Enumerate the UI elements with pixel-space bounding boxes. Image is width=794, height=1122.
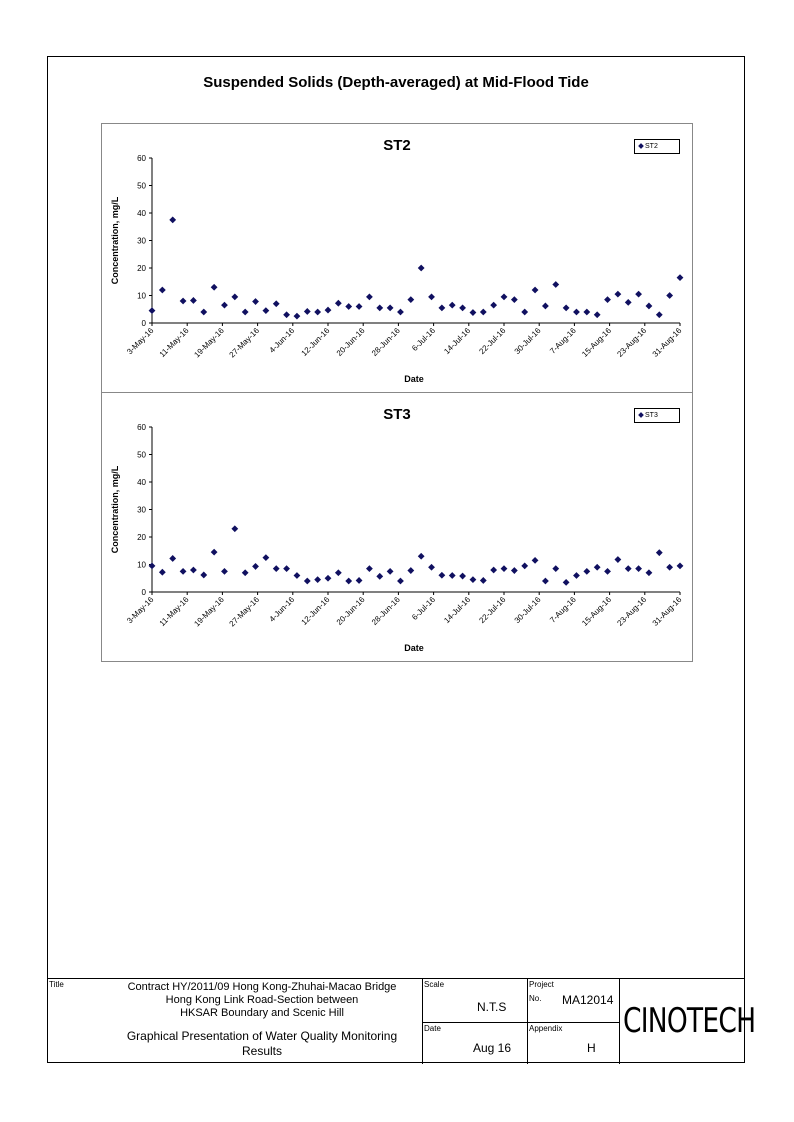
x-tick-label: 31-Aug-16: [650, 595, 684, 628]
data-point: [335, 300, 342, 307]
data-point: [573, 309, 580, 316]
data-point: [407, 567, 414, 574]
x-tick-label: 20-Jun-16: [334, 326, 367, 358]
x-tick-label: 20-Jun-16: [334, 595, 367, 627]
y-tick-label: 60: [137, 154, 146, 163]
company-logo: CINOTECH: [623, 1001, 756, 1041]
data-point: [387, 304, 394, 311]
data-point: [356, 303, 363, 310]
data-point: [418, 553, 425, 560]
data-point: [490, 567, 497, 574]
appendix-value: H: [587, 1041, 596, 1055]
data-point: [449, 302, 456, 309]
x-tick-label: 23-Aug-16: [615, 326, 649, 359]
data-point: [273, 300, 280, 307]
project-no-label: No.: [529, 994, 542, 1003]
data-point: [490, 302, 497, 309]
data-point: [594, 564, 601, 571]
data-point: [273, 565, 280, 572]
x-tick-label: 7-Aug-16: [548, 595, 578, 625]
data-point: [480, 577, 487, 584]
data-point: [604, 296, 611, 303]
data-point: [428, 564, 435, 571]
data-point: [314, 576, 321, 583]
data-point: [242, 569, 249, 576]
project-no-value: MA12014: [562, 993, 614, 1007]
x-tick-label: 19-May-16: [192, 326, 226, 360]
y-tick-label: 40: [137, 209, 146, 218]
data-point: [604, 568, 611, 575]
data-point: [418, 265, 425, 272]
data-point: [614, 291, 621, 298]
data-point: [625, 565, 632, 572]
y-tick-label: 10: [137, 560, 146, 570]
x-tick-label: 28-Jun-16: [369, 595, 402, 627]
data-point: [594, 311, 601, 318]
x-tick-label: 28-Jun-16: [369, 326, 402, 358]
data-point: [501, 565, 508, 572]
data-point: [407, 296, 414, 303]
data-point: [677, 562, 684, 569]
data-point: [635, 291, 642, 298]
data-point: [397, 309, 404, 316]
data-point: [470, 309, 477, 316]
date-value: Aug 16: [473, 1041, 512, 1055]
page-title: Suspended Solids (Depth-averaged) at Mid-Flood Tide: [203, 74, 589, 91]
data-point: [169, 555, 176, 562]
description-line-1: Graphical Presentation of Water Quality Monitoring: [126, 1029, 398, 1043]
data-point: [646, 303, 653, 310]
title-label: Title: [49, 980, 64, 989]
x-tick-label: 3-May-16: [125, 595, 156, 626]
data-point: [314, 309, 321, 316]
data-point: [677, 274, 684, 281]
y-tick-label: 60: [137, 423, 146, 432]
data-point: [563, 579, 570, 586]
x-tick-label: 15-Aug-16: [580, 326, 614, 359]
chart-st2-svg: [102, 124, 694, 394]
data-point: [190, 297, 197, 304]
x-axis-label: Date: [404, 374, 424, 384]
data-point: [200, 309, 207, 316]
data-point: [459, 304, 466, 311]
contract-line-3: HKSAR Boundary and Scenic Hill: [180, 1007, 344, 1019]
appendix-label: Appendix: [529, 1024, 563, 1033]
x-tick-label: 14-Jul-16: [442, 595, 473, 626]
contract-line-1: Contract HY/2011/09 Hong Kong-Zhuhai-Macao Bridge: [127, 981, 397, 993]
date-label: Date: [424, 1024, 441, 1033]
y-tick-label: 40: [137, 478, 146, 487]
x-tick-label: 30-Jul-16: [512, 326, 543, 357]
x-tick-label: 15-Aug-16: [580, 595, 614, 628]
data-point: [190, 567, 197, 574]
chart-st2-legend: [634, 139, 680, 154]
y-tick-label: 20: [137, 264, 146, 273]
x-tick-label: 22-Jul-16: [477, 326, 508, 357]
data-point: [376, 573, 383, 580]
data-point: [366, 293, 373, 300]
data-point: [376, 304, 383, 311]
data-point: [252, 563, 259, 570]
chart-title: ST2: [383, 137, 411, 154]
data-point: [231, 293, 238, 300]
x-tick-label: 31-Aug-16: [650, 326, 684, 359]
data-point: [211, 549, 218, 556]
data-point: [345, 303, 352, 310]
x-axis-label: Date: [404, 643, 424, 653]
data-point: [180, 568, 187, 575]
x-tick-label: 4-Jun-16: [267, 595, 297, 624]
data-point: [666, 564, 673, 571]
x-tick-label: 6-Jul-16: [410, 595, 438, 622]
x-tick-label: 19-May-16: [192, 595, 226, 629]
data-point: [221, 302, 228, 309]
y-axis-label: Concentration, mg/L: [110, 465, 120, 554]
x-tick-label: 3-May-16: [125, 326, 156, 357]
data-point: [231, 525, 238, 532]
data-point: [325, 575, 332, 582]
data-point: [387, 568, 394, 575]
data-point: [397, 578, 404, 585]
chart-st2: [101, 123, 693, 393]
data-point: [242, 309, 249, 316]
data-point: [511, 567, 518, 574]
x-tick-label: 12-Jun-16: [299, 595, 332, 627]
data-point: [542, 303, 549, 310]
y-tick-label: 0: [141, 588, 146, 597]
data-point: [459, 573, 466, 580]
data-point: [614, 556, 621, 563]
x-tick-label: 27-May-16: [227, 595, 262, 629]
data-point: [149, 562, 156, 569]
x-tick-label: 23-Aug-16: [615, 595, 649, 628]
y-tick-label: 10: [137, 291, 146, 301]
title-block-divider: [619, 979, 620, 1064]
data-point: [635, 565, 642, 572]
y-tick-label: 50: [137, 450, 146, 460]
data-point: [428, 293, 435, 300]
x-tick-label: 6-Jul-16: [410, 326, 438, 353]
legend-marker-icon: [638, 143, 644, 149]
data-point: [180, 298, 187, 305]
data-point: [563, 304, 570, 311]
data-point: [211, 284, 218, 291]
x-tick-label: 11-May-16: [157, 326, 191, 360]
project-label: Project: [529, 980, 554, 989]
data-point: [304, 578, 311, 585]
chart-title: ST3: [383, 406, 411, 423]
chart-st3: [101, 392, 693, 662]
x-tick-label: 11-May-16: [157, 595, 191, 629]
data-point: [532, 557, 539, 564]
scale-value: N.T.S: [477, 1000, 507, 1014]
data-point: [532, 287, 539, 294]
legend-label-st3: ST3: [645, 412, 658, 419]
data-point: [262, 554, 269, 561]
legend-marker-icon: [638, 412, 644, 418]
scale-label: Scale: [424, 980, 445, 989]
data-point: [283, 565, 290, 572]
data-point: [449, 572, 456, 579]
y-axis-label: Concentration, mg/L: [110, 196, 120, 285]
data-point: [552, 565, 559, 572]
x-tick-label: 14-Jul-16: [442, 326, 473, 357]
data-point: [470, 576, 477, 583]
data-point: [304, 308, 311, 315]
data-point: [252, 298, 259, 305]
title-block: [47, 978, 756, 1063]
x-tick-label: 12-Jun-16: [299, 326, 332, 358]
x-tick-label: 22-Jul-16: [477, 595, 508, 626]
data-point: [552, 281, 559, 288]
data-point: [511, 296, 518, 303]
data-point: [656, 549, 663, 556]
x-tick-label: 7-Aug-16: [548, 326, 578, 356]
x-tick-label: 30-Jul-16: [512, 595, 543, 626]
legend-label-st2: ST2: [645, 143, 658, 150]
y-tick-label: 30: [137, 236, 146, 246]
description-line-2: Results: [241, 1044, 282, 1058]
data-point: [542, 578, 549, 585]
data-point: [438, 304, 445, 311]
data-point: [656, 311, 663, 318]
title-block-divider: [422, 1022, 619, 1023]
data-point: [573, 572, 580, 579]
chart-st3-svg: [102, 393, 694, 663]
data-point: [294, 313, 301, 320]
data-point: [356, 577, 363, 584]
data-point: [294, 572, 301, 579]
data-point: [480, 309, 487, 316]
data-point: [521, 562, 528, 569]
y-tick-label: 30: [137, 505, 146, 515]
data-point: [283, 311, 290, 318]
x-tick-label: 4-Jun-16: [267, 326, 297, 355]
data-point: [200, 572, 207, 579]
data-point: [666, 292, 673, 299]
chart-st3-legend: [634, 408, 680, 423]
data-point: [335, 569, 342, 576]
y-tick-label: 0: [141, 319, 146, 328]
y-tick-label: 50: [137, 181, 146, 191]
data-point: [262, 307, 269, 314]
data-point: [583, 568, 590, 575]
data-point: [625, 299, 632, 306]
data-point: [159, 287, 166, 294]
y-tick-label: 20: [137, 533, 146, 542]
data-point: [149, 307, 156, 314]
x-tick-label: 27-May-16: [227, 326, 262, 360]
data-point: [221, 568, 228, 575]
data-point: [583, 309, 590, 316]
contract-line-2: Hong Kong Link Road-Section between: [165, 994, 359, 1006]
data-point: [438, 572, 445, 579]
data-point: [325, 307, 332, 314]
data-point: [646, 569, 653, 576]
data-point: [159, 569, 166, 576]
data-point: [345, 578, 352, 585]
data-point: [521, 309, 528, 316]
data-point: [169, 216, 176, 223]
data-point: [501, 293, 508, 300]
data-point: [366, 565, 373, 572]
